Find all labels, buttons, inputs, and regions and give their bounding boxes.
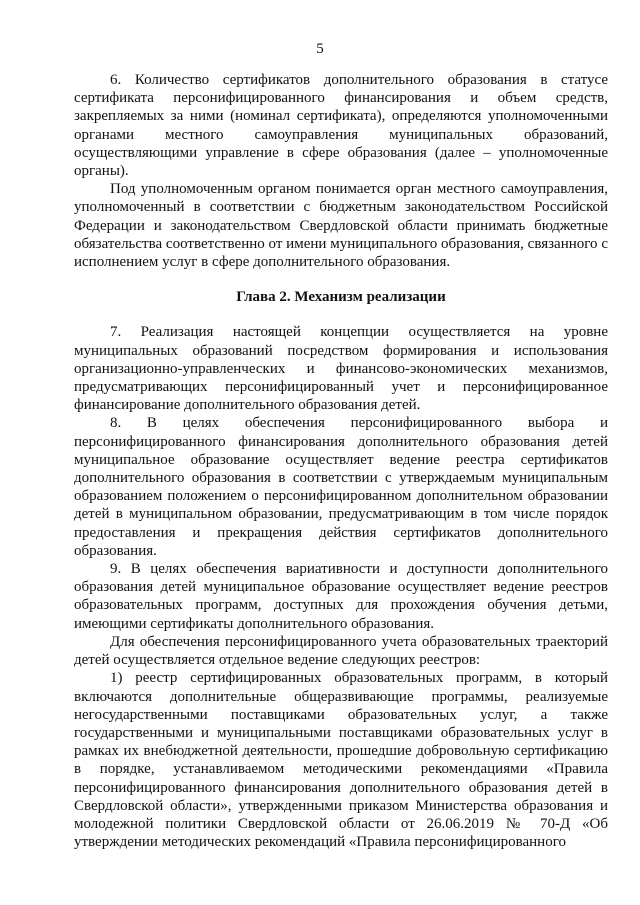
paragraph-authority-definition: Под уполномоченным органом понимается орган местного самоуправления, уполномоченный в соответствии с бюджетным законодательством Российской Федерации и законодательством Свердловской области принимать бюджетные обязательства соответственно от имени муниципального образования, связанного с исполнением услуг в сфере дополнительного образования.	[74, 181, 608, 271]
paragraph-registries-intro: Для обеспечения персонифицированного учета образовательных траекторий детей осуществляется отдельное ведение следующих реестров:	[74, 633, 608, 669]
paragraph-7: 7. Реализация настоящей концепции осуществляется на уровне муниципальных образований посредством формирования и использования организационно-управленческих и финансово-экономических механизмов, предусматривающих персонифицированный учет и персонифицированное финансирование дополнительного образования детей.	[74, 324, 608, 414]
page-number: 5	[316, 41, 324, 57]
paragraph-9: 9. В целях обеспечения вариативности и доступности дополнительного образования детей муниципальное образование осуществляет ведение реестров образовательных программ, доступных для прохождения обучения детьми, имеющими сертификаты дополнительного образования.	[74, 561, 608, 632]
document-body	[74, 71, 608, 851]
chapter-heading: Глава 2. Механизм реализации	[236, 289, 446, 306]
list-item-1: 1) реестр сертифицированных образовательных программ, в который включаются дополнительные общеразвивающие программы, реализуемые негосударственными поставщиками образовательных услуг, а также государственными и муниципальными поставщиками образовательных услуг в рамках их внебюджетной деятельности, прошедшие добровольную сертификацию в порядке, устанавливаемом методическими рекомендациями «Правила персонифицированного финансирования дополнительного образования детей в Свердловской области», утвержденными приказом Министерства образования и молодежной политики Свердловской области от 26.06.2019 № 70-Д «Об утверждении методических рекомендаций «Правила персонифицированного	[74, 670, 608, 851]
paragraph-8: 8. В целях обеспечения персонифицированного выбора и персонифицированного финансирования дополнительного образования детей муниципальное образование осуществляет ведение реестра сертификатов дополнительного образования в соответствии с утверждаемым муниципальным образованием положением о персонифицированном дополнительном образовании детей в муниципальном образовании, предусматривающим в том числе порядок предоставления и прекращения действия сертификатов дополнительного образования.	[74, 415, 608, 559]
paragraph-6: 6. Количество сертификатов дополнительного образования в статусе сертификата персонифицированного финансирования и объем средств, закрепляемых за ними (номинал сертификата), определяются уполномоченными органами местного самоуправления муниципальных образований, осуществляющими управление в сфере образования (далее – уполномоченные органы).	[74, 72, 608, 180]
